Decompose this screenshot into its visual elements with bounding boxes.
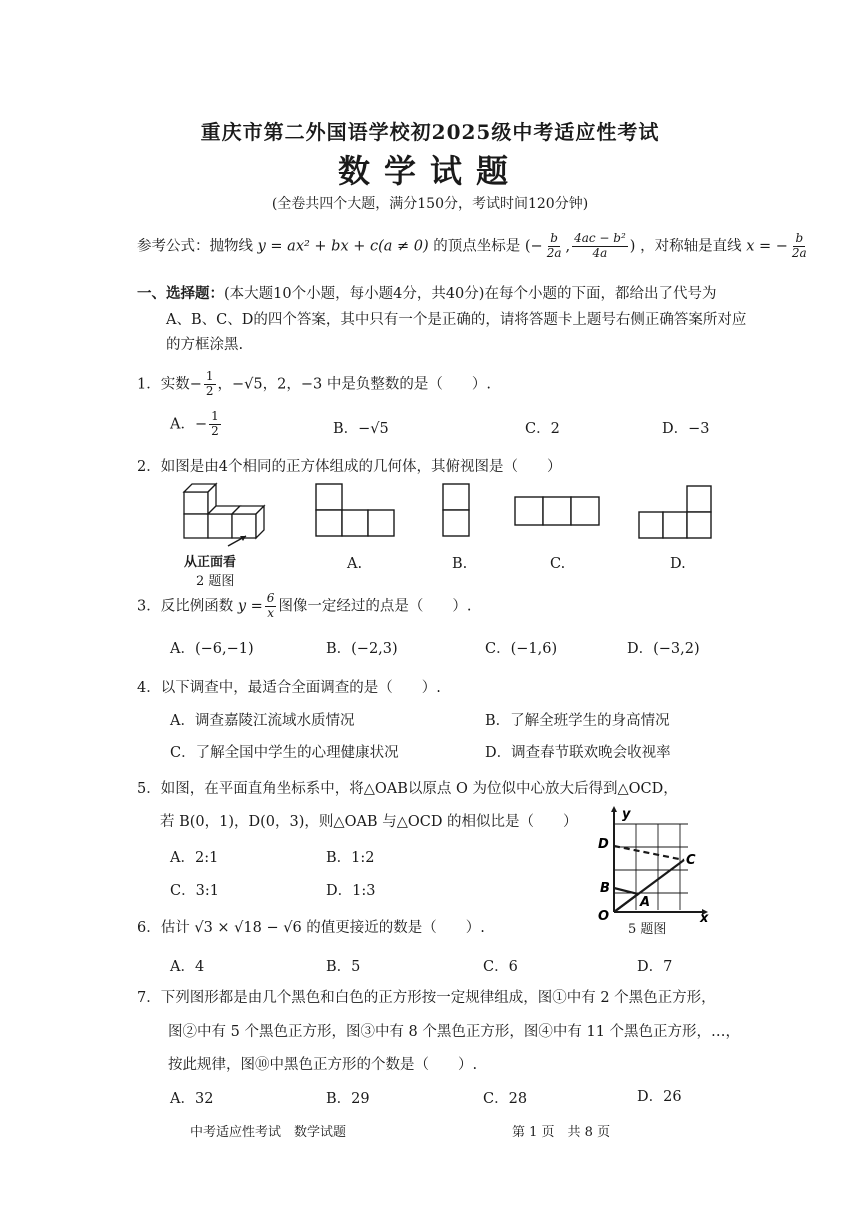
q6-option-c[interactable]: C．6 bbox=[483, 959, 518, 975]
axis-fraction: $\frac{b}{2a}$ bbox=[791, 231, 807, 260]
q5-option-d[interactable]: D．1:3 bbox=[326, 883, 376, 899]
vertex-y-fraction: $\frac{\text{4ac − b²}}{4a}$ bbox=[574, 231, 626, 260]
formula-prefix: 参考公式：抛物线 bbox=[137, 238, 253, 255]
q6-option-d[interactable]: D．7 bbox=[637, 959, 673, 975]
q4-option-b[interactable]: B．了解全班学生的身高情况 bbox=[485, 713, 670, 729]
q5-option-c[interactable]: C．3:1 bbox=[170, 883, 219, 899]
q1-option-a[interactable]: A．− $\frac{1}{2}$ bbox=[170, 409, 219, 438]
q5-option-b[interactable]: B．1:2 bbox=[326, 850, 375, 866]
q5-figure-caption: 5 题图 bbox=[628, 922, 667, 937]
q7-line3: 按此规律，图⑩中黑色正方形的个数是（ ）. bbox=[168, 1057, 478, 1073]
footer-page-number: 第 1 页 共 8 页 bbox=[512, 1125, 611, 1140]
q7-option-c[interactable]: C．28 bbox=[483, 1091, 528, 1107]
section1-line2: A、B、C、D的四个答案，其中只有一个是正确的，请将答题卡上题号右侧正确答案所对应 bbox=[166, 312, 747, 328]
formula-mid: 的顶点坐标是 bbox=[433, 238, 521, 255]
q3-option-d[interactable]: D．(−3,2) bbox=[627, 641, 700, 657]
q5-line1: 5．如图，在平面直角坐标系中，将△OAB以原点 O 为位似中心放大后得到△OCD， bbox=[137, 781, 678, 797]
q3-fraction: $\frac{6}{x}$ bbox=[266, 591, 275, 620]
q5-coordinate-figure bbox=[592, 804, 712, 922]
footer-exam-label: 中考适应性考试 数学试题 bbox=[190, 1125, 347, 1140]
q1-option-d[interactable]: D．−3 bbox=[662, 421, 710, 437]
q7-line1: 7．下列图形都是由几个黑色和白色的正方形按一定规律组成，图①中有 2 个黑色正方形， bbox=[137, 990, 716, 1006]
section1-intro: (本大题10个小题，每小题4分，共40分)在每个小题的下面，都给出了代号为 bbox=[224, 286, 717, 302]
q7-option-b[interactable]: B．29 bbox=[326, 1091, 370, 1107]
q7-option-d[interactable]: D．26 bbox=[637, 1089, 682, 1105]
q2-option-d-figure bbox=[638, 485, 714, 541]
q1-a-fraction: $\frac{1}{2}$ bbox=[211, 409, 219, 438]
q1-fraction: $\frac{1}{2}$ bbox=[205, 369, 214, 398]
q5-label-x: x bbox=[700, 911, 709, 922]
q6-option-b[interactable]: B．5 bbox=[326, 959, 361, 975]
q5-line2: 若 B(0，1)，D(0，3)，则△OAB 与△OCD 的相似比是（ ） bbox=[160, 814, 578, 830]
vertex-open: (− bbox=[524, 238, 543, 255]
q2-option-d[interactable]: D. bbox=[670, 556, 686, 572]
q2-option-c[interactable]: C. bbox=[550, 556, 566, 572]
q2-option-a[interactable]: A. bbox=[347, 556, 363, 572]
vertex-comma: , bbox=[565, 238, 571, 255]
q4-option-d[interactable]: D．调查春节联欢晚会收视率 bbox=[485, 745, 671, 761]
q2-option-a-figure bbox=[315, 483, 397, 539]
exam-title: 重庆市第二外国语学校初2025级中考适应性考试 bbox=[200, 120, 660, 144]
vertex-close: ) bbox=[629, 238, 636, 255]
q2-front-view-label: 从正面看 bbox=[184, 555, 237, 570]
q1-stem: 1．实数− $\frac{1}{2}$ ，−√5，2，−3 中是负整数的是（ ）. bbox=[137, 369, 491, 398]
q2-figure-caption: 2 题图 bbox=[196, 574, 235, 589]
q4-option-a[interactable]: A．调查嘉陵江流域水质情况 bbox=[170, 713, 355, 729]
q2-option-b[interactable]: B. bbox=[452, 556, 468, 572]
section1-heading: 一、选择题： bbox=[137, 285, 224, 302]
axis-expression: x = − bbox=[746, 238, 788, 255]
q2-solid-figure bbox=[180, 478, 268, 548]
q3-stem: 3．反比例函数 y = $\frac{6}{x}$ 图像一定经过的点是（ ）. bbox=[137, 591, 472, 620]
q6-stem: 6．估计 √3 × √18 − √6 的值更接近的数是（ ）. bbox=[137, 920, 485, 936]
q2-option-b-figure bbox=[442, 483, 472, 539]
section1-line3: 的方框涂黑. bbox=[166, 337, 244, 353]
reference-formula bbox=[137, 232, 811, 261]
q2-option-c-figure bbox=[514, 496, 600, 528]
q5-option-a[interactable]: A．2:1 bbox=[170, 850, 219, 866]
subject-title: 数学试题 bbox=[337, 152, 522, 190]
q3-option-c[interactable]: C．(−1,6) bbox=[485, 641, 558, 657]
q6-option-a[interactable]: A．4 bbox=[170, 959, 205, 975]
axis-text: ，对称轴是直线 bbox=[640, 238, 742, 255]
q1-option-c[interactable]: C．2 bbox=[525, 421, 560, 437]
vertex-x-fraction: $\frac{b}{2a}$ bbox=[546, 231, 562, 260]
q3-option-a[interactable]: A．(−6,−1) bbox=[170, 641, 254, 657]
q5-label-c: C bbox=[686, 853, 696, 868]
q5-label-b: B bbox=[600, 881, 610, 896]
q3-option-b[interactable]: B．(−2,3) bbox=[326, 641, 398, 657]
q4-option-c[interactable]: C．了解全国中学生的心理健康状况 bbox=[170, 745, 399, 761]
q5-label-d: D bbox=[598, 837, 609, 852]
q2-stem: 2．如图是由4个相同的正方体组成的几何体，其俯视图是（ ） bbox=[137, 459, 562, 475]
q7-line2: 图②中有 5 个黑色正方形，图③中有 8 个黑色正方形，图④中有 11 个黑色正方形，…， bbox=[168, 1024, 741, 1040]
q5-label-y: y bbox=[622, 807, 631, 822]
q1-option-b[interactable]: B．−√5 bbox=[333, 421, 389, 437]
q5-label-o: O bbox=[598, 909, 610, 922]
q4-stem: 4．以下调查中，最适合全面调查的是（ ）. bbox=[137, 680, 441, 696]
section1-line1 bbox=[137, 282, 716, 303]
q7-option-a[interactable]: A．32 bbox=[170, 1091, 214, 1107]
exam-note: (全卷共四个大题，满分150分，考试时间120分钟) bbox=[271, 196, 589, 212]
q5-label-a: A bbox=[640, 895, 651, 910]
parabola-expression: y = ax² + bx + c(a ≠ 0) bbox=[257, 238, 429, 255]
